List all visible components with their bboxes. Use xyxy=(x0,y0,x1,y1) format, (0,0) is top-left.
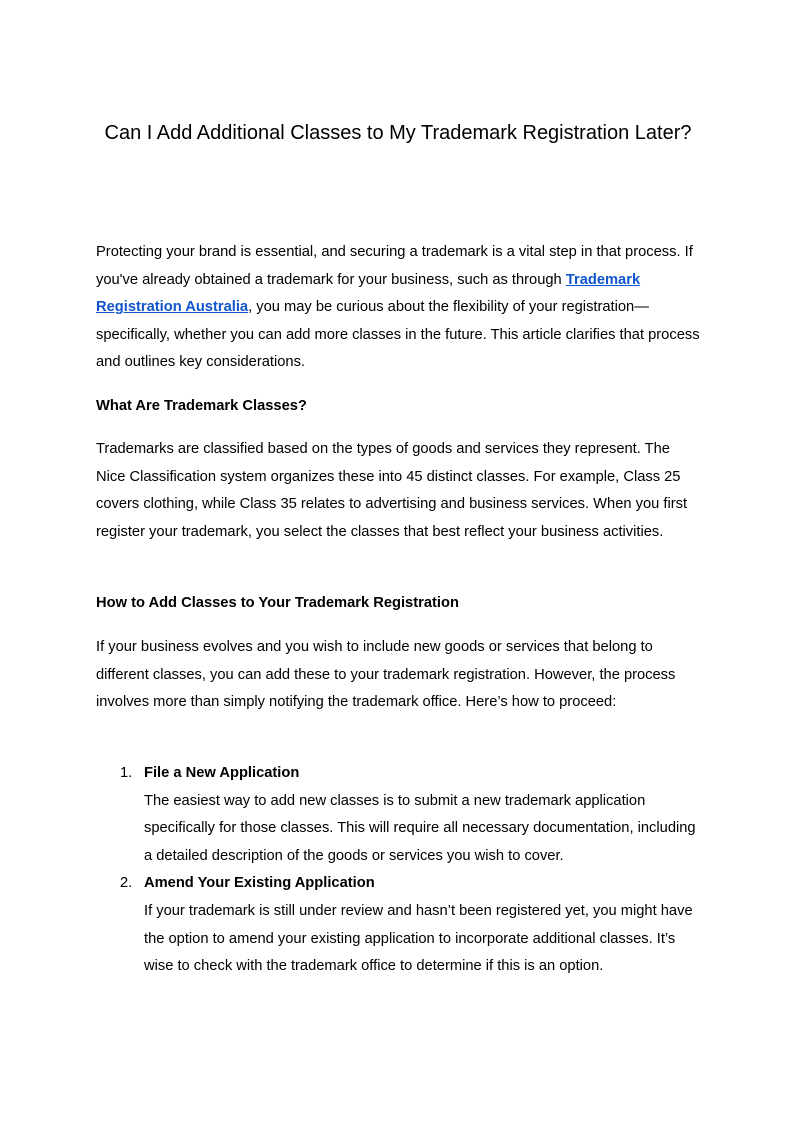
list-item-number: 1. xyxy=(120,765,133,781)
trademark-registration-australia-link[interactable]: Trademark Registration Australia xyxy=(96,271,641,316)
list-item xyxy=(96,870,700,980)
intro-text-after-link: , you may be curious about the flexibility of your registration—specifically, whether you can add more classes in the future. This article clarifies that process and outlines key considerations. xyxy=(96,299,700,371)
section-body-add-classes: If your business evolves and you wish to include new goods or services that belong to different classes, you can add these to your trademark registration. However, the process involves more than simply notifying the trademark office. Here’s how to proceed: xyxy=(96,639,676,711)
section-heading-add-classes: How to Add Classes to Your Trademark Registration xyxy=(96,595,459,611)
steps-list xyxy=(96,760,700,981)
list-item-number: 2. xyxy=(120,875,133,892)
list-item-title: File a New Application xyxy=(144,765,300,781)
list-item xyxy=(96,760,700,870)
intro-paragraph xyxy=(96,239,700,377)
list-item-body: The easiest way to add new classes is to submit a new trademark application specifically for those classes. This will require all necessary documentation, including a detailed description of the goods or services you wish to cover. xyxy=(144,792,696,864)
intro-text-before-link: Protecting your brand is essential, and securing a trademark is a vital step in that process. If you've already obtained a trademark for your business, such as through xyxy=(96,244,693,288)
list-item-title: Amend Your Existing Application xyxy=(144,875,375,892)
document-title: Can I Add Additional Classes to My Trademark Registration Later? xyxy=(104,122,692,144)
list-item-body: If your trademark is still under review and hasn’t been registered yet, you might have the option to amend your existing application to incorporate additional classes. It’s wise to check with the trademark office to determine if this is an option. xyxy=(144,902,693,975)
section-heading-trademark-classes: What Are Trademark Classes? xyxy=(96,398,307,414)
section-body-trademark-classes: Trademarks are classified based on the types of goods and services they represent. The Nice Classification system organizes these into 45 distinct classes. For example, Class 25 covers clothing, while Class 35 relates to advertising and business services. When you first register your trademark, you select the classes that best reflect your business activities. xyxy=(96,441,688,540)
